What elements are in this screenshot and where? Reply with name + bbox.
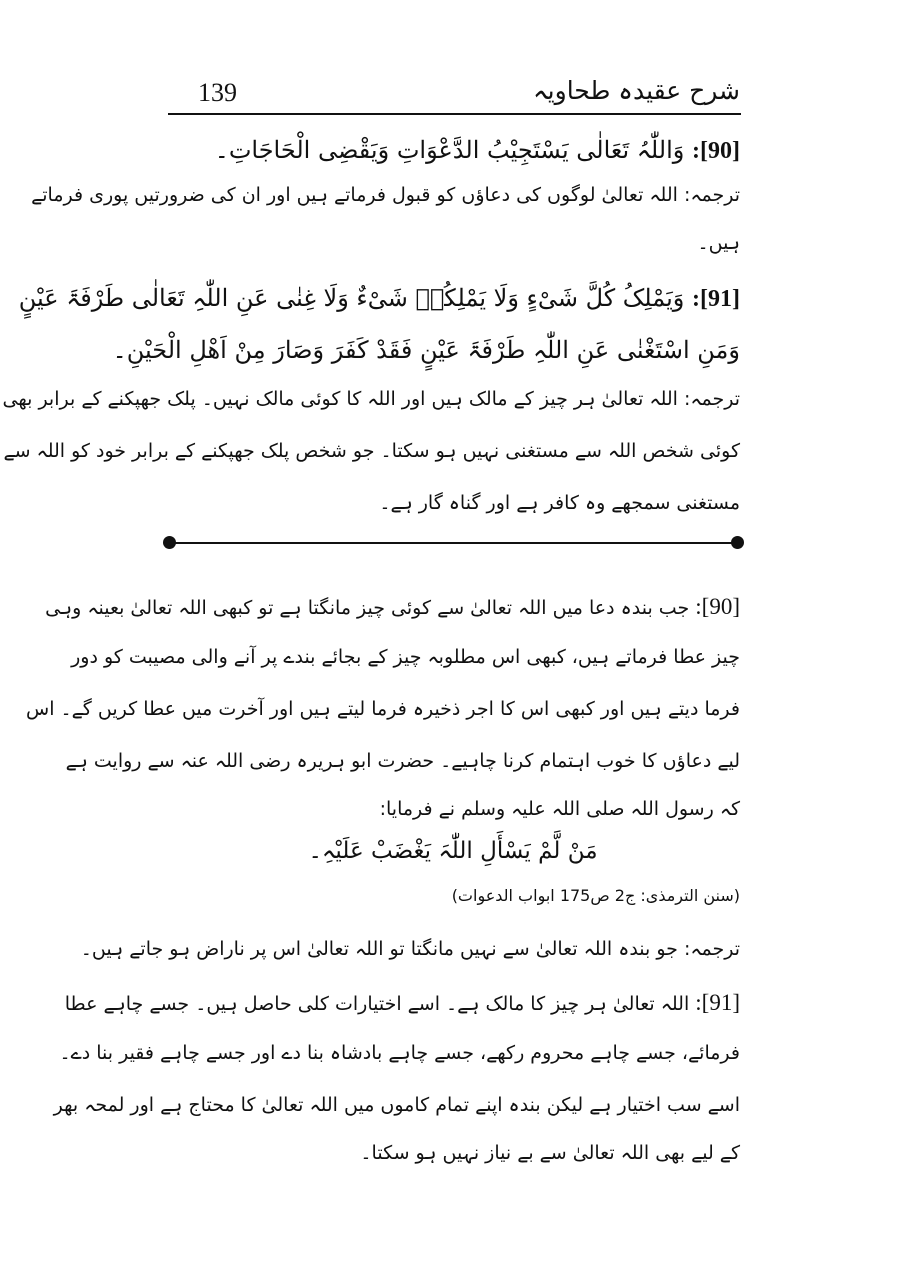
text-91-arabic-body: وَیَمْلِکُ کُلَّ شَیْءٍ وَلَا یَمْلِکُہٗ شَیْءٌ وَلَا غِنٰی عَنِ اللّٰہِ تَعَالٰی طَرْفَۃَ عَیْنٍ bbox=[18, 284, 685, 312]
translation-90-line2: ہیں۔ bbox=[697, 232, 740, 254]
divider-dot-right bbox=[731, 536, 744, 549]
page-number: 139 bbox=[198, 78, 237, 107]
text-90-arabic bbox=[166, 136, 740, 165]
text-90-arabic-body: وَاللّٰہُ تَعَالٰی یَسْتَجِیْبُ الدَّعْوَاتِ وَیَقْضِی الْحَاجَاتِ۔ bbox=[214, 136, 685, 164]
hadith-reference: (سنن الترمذی: ج2 ص175 ابواب الدعوات) bbox=[451, 886, 740, 905]
section-divider bbox=[170, 542, 738, 544]
translation-91-line2: کوئی شخص اللہ سے مستغنی نہیں ہو سکتا۔ جو شخص پلک جھپکنے کے برابر خود کو اللہ سے bbox=[3, 440, 740, 462]
commentary-90-line2: چیز عطا فرماتے ہیں، کبھی اس مطلوبہ چیز کے بجائے بندے پر آنے والی مصیبت کو دور bbox=[71, 646, 740, 668]
commentary-91-line1-text: اللہ تعالیٰ ہر چیز کا مالک ہے۔ اسے اختیارات کلی حاصل ہیں۔ جسے چاہے عطا bbox=[64, 993, 690, 1015]
commentary-number-90: [90]: bbox=[695, 594, 740, 619]
hadith-translation: ترجمہ: جو بندہ اللہ تعالیٰ سے نہیں مانگتا تو اللہ تعالیٰ اس پر ناراض ہو جاتے ہیں۔ bbox=[80, 938, 740, 960]
section-number-91: [91]: bbox=[692, 286, 740, 312]
commentary-91-line2: فرمائے، جسے چاہے محروم رکھے، جسے چاہے بادشاہ بنا دے اور جسے چاہے فقیر بنا دے۔ bbox=[59, 1042, 740, 1064]
hadith-text: مَنْ لَّمْ یَسْأَلِ اللّٰہَ یَغْضَبْ عَلَیْہِ۔ bbox=[308, 838, 598, 864]
commentary-91-line4: کے لیے بھی اللہ تعالیٰ سے بے نیاز نہیں ہو سکتا۔ bbox=[360, 1142, 740, 1164]
commentary-90-line5: کہ رسول اللہ صلی اللہ علیہ وسلم نے فرمایا: bbox=[379, 798, 740, 820]
book-title: شرح عقیدہ طحاویہ bbox=[533, 76, 740, 105]
translation-91-line3: مستغنی سمجھے وہ کافر ہے اور گناہ گار ہے۔ bbox=[379, 492, 740, 514]
commentary-number-91: [91]: bbox=[695, 990, 740, 1015]
text-91-arabic-line2: وَمَنِ اسْتَغْنٰی عَنِ اللّٰہِ طَرْفَۃَ عَیْنٍ فَقَدْ کَفَرَ وَصَارَ مِنْ اَھْلِ الْحَیْنِ۔ bbox=[112, 336, 740, 364]
translation-90-line1: ترجمہ: اللہ تعالیٰ لوگوں کی دعاؤں کو قبول فرماتے ہیں اور ان کی ضرورتیں پوری فرماتے bbox=[31, 184, 740, 206]
header-rule bbox=[168, 113, 741, 115]
text-91-arabic-line1 bbox=[18, 284, 740, 313]
section-number-90: [90]: bbox=[692, 138, 740, 164]
commentary-90-line1 bbox=[45, 594, 740, 620]
page-header bbox=[168, 72, 740, 114]
commentary-90-line3: فرما دیتے ہیں اور کبھی اس کا اجر ذخیرہ فرما لیتے ہیں اور آخرت میں عطا کریں گے۔ اس bbox=[26, 698, 740, 720]
commentary-90-line4: لیے دعاؤں کا خوب اہتمام کرنا چاہیے۔ حضرت ابو ہریرہ رضی اللہ عنہ سے روایت ہے bbox=[65, 750, 740, 772]
commentary-91-line3: اسے سب اختیار ہے لیکن بندہ اپنے تمام کاموں میں اللہ تعالیٰ کا محتاج ہے اور لمحہ بھر bbox=[53, 1094, 740, 1116]
commentary-91-line1 bbox=[64, 990, 740, 1016]
commentary-90-line1-text: جب بندہ دعا میں اللہ تعالیٰ سے کوئی چیز مانگتا ہے تو کبھی اللہ تعالیٰ بعینہ وہی bbox=[45, 597, 690, 619]
translation-91-line1: ترجمہ: اللہ تعالیٰ ہر چیز کے مالک ہیں اور اللہ کا کوئی مالک نہیں۔ پلک جھپکنے کے برابر بھی bbox=[2, 388, 740, 410]
